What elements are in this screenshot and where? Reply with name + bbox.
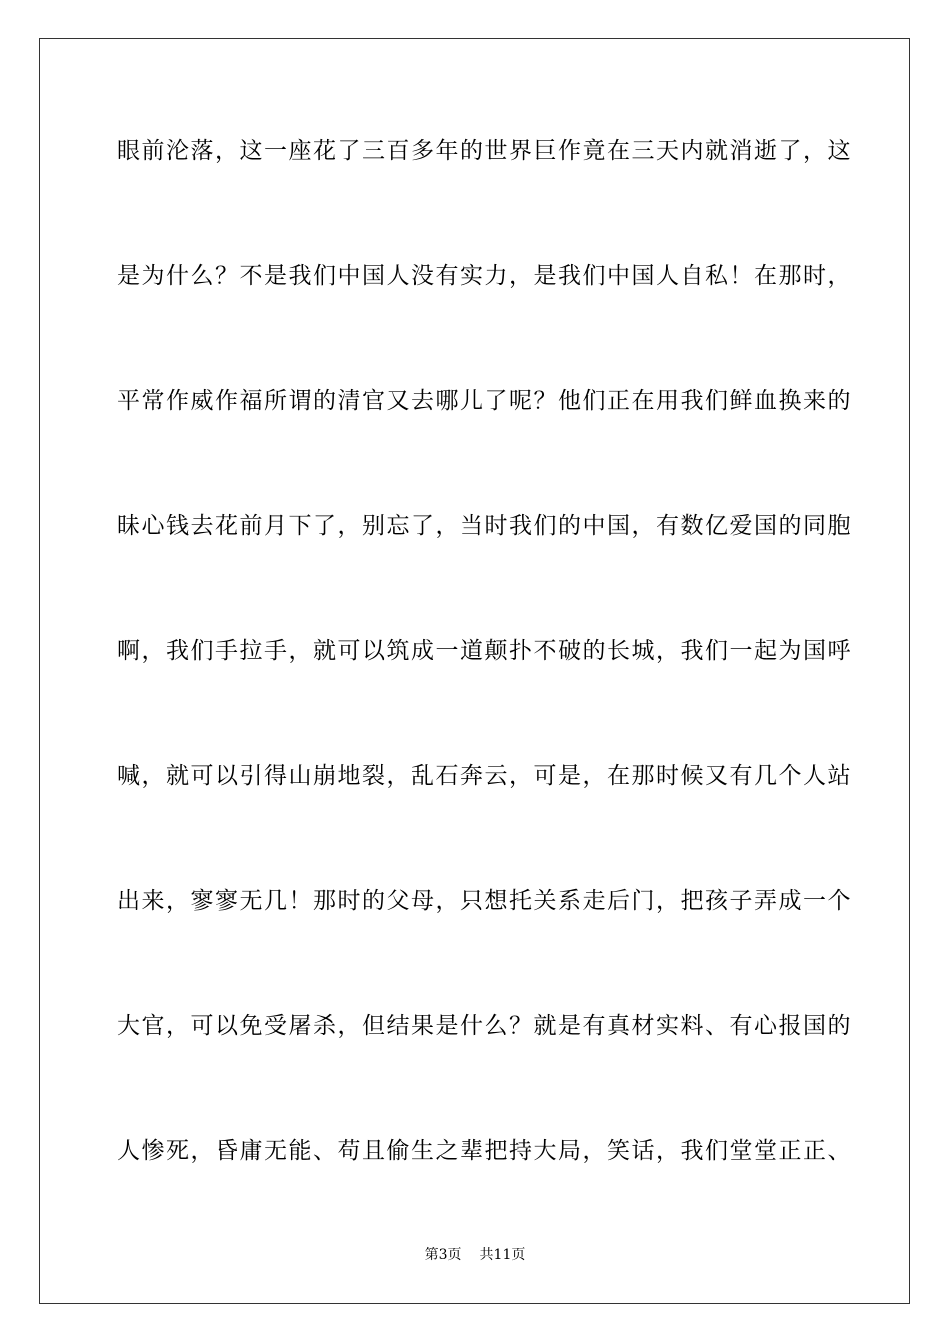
page-number-current: 第3页 xyxy=(424,1247,462,1263)
text-line-9: 人惨死，昏庸无能、苟且偷生之辈把持大局，笑话，我们堂堂正正、 xyxy=(117,1138,852,1164)
page-border xyxy=(39,38,910,1304)
page-number-total: 共11页 xyxy=(479,1247,526,1263)
text-line-5: 啊，我们手拉手，就可以筑成一道颠扑不破的长城，我们一起为国呼 xyxy=(117,638,852,664)
page-footer xyxy=(0,1245,950,1265)
text-line-6: 喊，就可以引得山崩地裂，乱石奔云，可是，在那时候又有几个人站 xyxy=(117,763,852,789)
text-line-1: 眼前沦落，这一座花了三百多年的世界巨作竟在三天内就消逝了，这 xyxy=(117,138,852,164)
text-line-2: 是为什么？不是我们中国人没有实力，是我们中国人自私！在那时， xyxy=(117,263,852,289)
text-line-4: 昧心钱去花前月下了，别忘了，当时我们的中国，有数亿爱国的同胞 xyxy=(117,513,852,539)
text-line-3: 平常作威作福所谓的清官又去哪儿了呢？他们正在用我们鲜血换来的 xyxy=(117,388,852,414)
text-line-7: 出来，寥寥无几！那时的父母，只想托关系走后门，把孩子弄成一个 xyxy=(117,888,852,914)
text-line-8: 大官，可以免受屠杀，但结果是什么？就是有真材实料、有心报国的 xyxy=(117,1013,852,1039)
